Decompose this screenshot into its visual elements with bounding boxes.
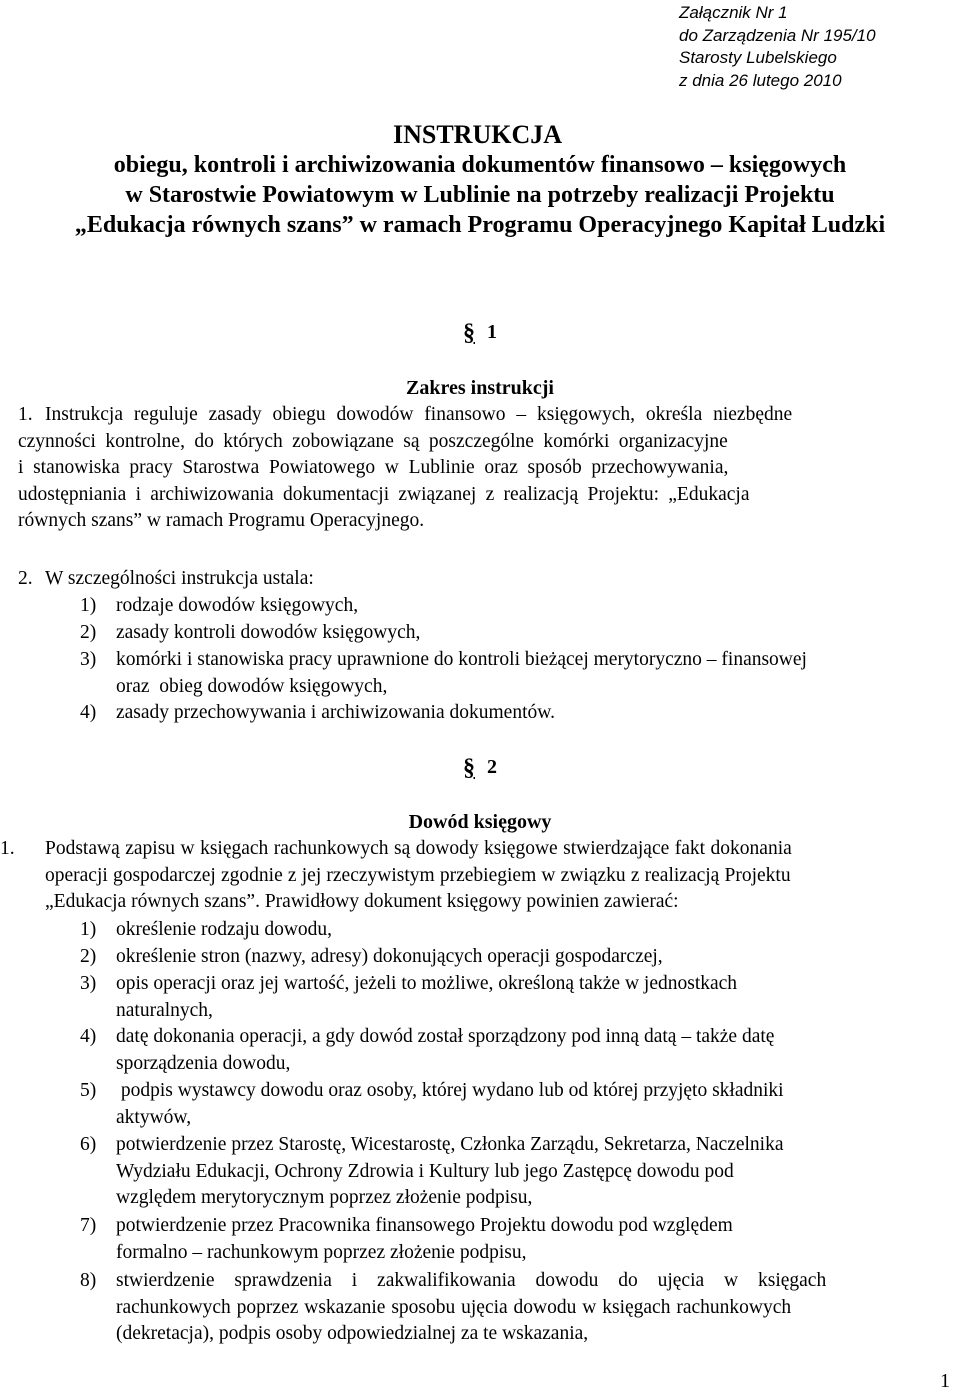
section-1-heading: Zakres instrukcji — [406, 377, 554, 399]
annex-line: do Zarządzenia Nr 195/10 — [679, 25, 876, 45]
title-line: w Starostwie Powiatowym w Lublinie na potrzeby realizacji Projektu — [125, 182, 835, 208]
point-line: udostępniania i archiwizowania dokumentacji związanej z realizacją Projektu: „Edukacja — [18, 483, 750, 505]
point-line: Instrukcja reguluje zasady obiegu dowodów finansowo – księgowych, określa niezbędne — [45, 404, 793, 425]
section-2-heading: Dowód księgowy — [408, 811, 552, 833]
annex-line: Starosty Lubelskiego — [679, 48, 837, 67]
point-line: czynności kontrolne, do których zobowiązane są poszczególne komórki organizacyjne — [18, 430, 728, 452]
section-1-number — [0, 320, 960, 347]
annex-line: Załącznik Nr 1 — [679, 3, 788, 22]
document-title — [0, 120, 960, 240]
point-number: 1. — [18, 404, 33, 425]
annex-header — [679, 2, 876, 92]
point-intro: W szczególności instrukcja ustala: — [45, 568, 314, 589]
title-line: obiegu, kontroli i archiwizowania dokumentów finansowo – księgowych — [113, 152, 847, 178]
point-line: równych szans” w ramach Programu Operacyjnego. — [18, 510, 425, 532]
paragraph-sign-icon: § — [463, 320, 475, 346]
point-number: 2. — [18, 568, 33, 589]
point-number: 1. — [0, 838, 15, 859]
document-page: Załącznik Nr 1 do Zarządzenia Nr 195/10 Starosty Lubelskiego z dnia 26 lutego 2010 INSTRUKCJA obiegu, kontroli i archiwizowania dokumentów finansowo – księgowych w Starostwie Powiatowym w Lublinie na potrzeby realizacji Projektu „Edukacja równych szans” w ramach Programu Operacyjnego Kapitał Ludzki § 1 Zakres instrukcji 1. Instrukcja reguluje zasady obiegu dowodów finansowo – księgowych, określa niezbędne czynności kontrolne, do których zobowiązane są poszczególne komórki organizacyjne i stanowiska pracy Starostwa Powiatowego w Lublinie oraz sposób przechowywania, udostępniania i archiwizowania dokumentacji związanej z realizacją Projektu: „Edukacja równych szans” w ramach Programu Operacyjnego. 2. W szczególności instrukcja ustala: 1) rodzaje dowodów księgowych, 2) zasady kontroli dowodów księgowych, 3) komórki i stanowiska pracy uprawnione do kontroli bieżącej merytoryczno – finansowej oraz obieg dowodów księgowych, 4) zasady przechowywania i archiwizowania dokumentów. § 2 Dowód księgowy 1. Podstawą zapisu w księgach rachunkowych są dowody księgowe stwierdzające fakt dokonania operacji gospodarczej zgodnie z jej rzeczywistym przebiegiem w związku z realizacją Projektu „Edukacja równych szans”. Prawidłowy dokument księgowy powinien zawierać: 1) określenie rodzaju dowodu, 2) określenie stron (nazwy, adresy) dokonujących operacji gospodarczej, 3) opis operacji oraz jej wartość, jeżeli to możliwe, określoną także w jednostkach naturalnych, 4) datę dokonania operacji, a gdy dowód został sporządzony pod inną datą – także datę sporządzenia dowodu, 5) podpis wystawcy dowodu oraz osoby, której wydano lub od której przyjęto składniki aktywów, 6) potwierdzenie przez Starostę, Wicestarostę, Członka Zarządu, Sekretarza, Naczelnika Wydziału Edukacji, Ochrony Zdrowia i Kultury lub jego Zastępcę dowodu pod względem merytorycznym poprzez złożenie podpisu, 7) potwierdzenie przez Pracownika finansowego Projektu dowodu pod względem formalno – rachunkowym poprzez złożenie podpisu, 8) stwierdzenie sprawdzenia i zakwalifikowania dowodu do ujęcia w księgach rachunkowych poprzez wskazanie sposobu ujęcia dowodu w księgach rachunkowych (dekretacja), podpis osoby odpowiedzialnej za te wskazania, 1 — [0, 0, 960, 1394]
point-line: Podstawą zapisu w księgach rachunkowych są dowody księgowe stwierdzające fakt dokonania — [45, 838, 792, 859]
section-number: 2 — [487, 756, 497, 778]
page-number: 1 — [940, 1370, 950, 1392]
point-line: i stanowiska pracy Starostwa Powiatowego w Lublinie oraz sposób przechowywania, — [18, 457, 729, 479]
point-line: operacji gospodarczej zgodnie z jej rzeczywistym przebiegiem w związku z realizacją Projektu — [45, 864, 791, 886]
title-word: INSTRUKCJA — [392, 120, 563, 149]
section-number: 1 — [487, 321, 497, 343]
point-line: „Edukacja równych szans”. Prawidłowy dokument księgowy powinien zawierać: — [45, 891, 679, 913]
paragraph-sign-icon: § — [463, 755, 475, 781]
title-line: „Edukacja równych szans” w ramach Programu Operacyjnego Kapitał Ludzki — [74, 212, 886, 238]
annex-line: z dnia 26 lutego 2010 — [679, 70, 842, 90]
section-2-number — [0, 755, 960, 782]
